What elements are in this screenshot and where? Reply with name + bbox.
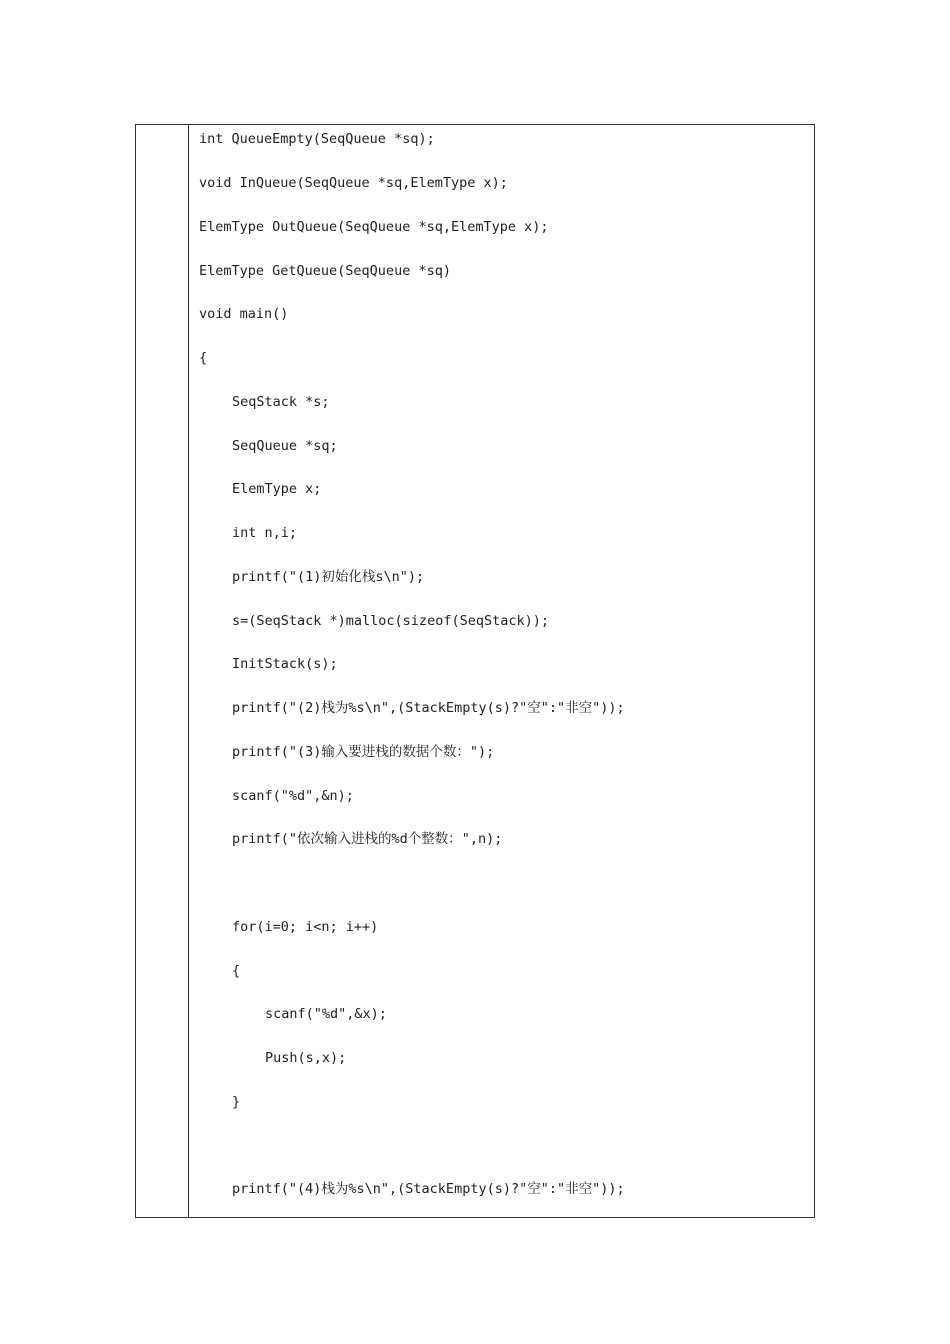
code-line: void main() [199, 306, 289, 322]
code-line: for(i=0; i<n; i++) [232, 919, 379, 935]
code-line: { [232, 963, 241, 979]
code-line: s=(SeqStack *)malloc(sizeof(SeqStack)); [232, 613, 549, 629]
code-line: int n,i; [232, 525, 298, 541]
code-line: printf("依次输入进栈的%d个整数：",n); [232, 831, 503, 847]
code-line: printf("(2)栈为%s\n",(StackEmpty(s)?"空":"非空")); [232, 700, 625, 716]
code-line: } [232, 1094, 241, 1110]
code-line: ElemType GetQueue(SeqQueue *sq) [199, 263, 451, 279]
code-line: printf("(3)输入要进栈的数据个数："); [232, 744, 495, 760]
code-line: int QueueEmpty(SeqQueue *sq); [199, 131, 435, 147]
code-line: ElemType OutQueue(SeqQueue *sq,ElemType x); [199, 219, 549, 235]
code-table [135, 124, 815, 1218]
code-line: scanf("%d",&x); [265, 1006, 387, 1022]
code-line: printf("(4)栈为%s\n",(StackEmpty(s)?"空":"非空")); [232, 1181, 625, 1197]
code-line: SeqStack *s; [232, 394, 330, 410]
code-line: InitStack(s); [232, 656, 338, 672]
code-line: ElemType x; [232, 481, 322, 497]
code-line: void InQueue(SeqQueue *sq,ElemType x); [199, 175, 508, 191]
code-line: { [199, 350, 208, 366]
table-left-cell [136, 125, 189, 1217]
code-line: scanf("%d",&n); [232, 788, 354, 804]
code-line: printf("(1)初始化栈s\n"); [232, 569, 425, 585]
code-line: Push(s,x); [265, 1050, 347, 1066]
code-listing-cell [189, 125, 814, 1217]
code-line: SeqQueue *sq; [232, 438, 338, 454]
